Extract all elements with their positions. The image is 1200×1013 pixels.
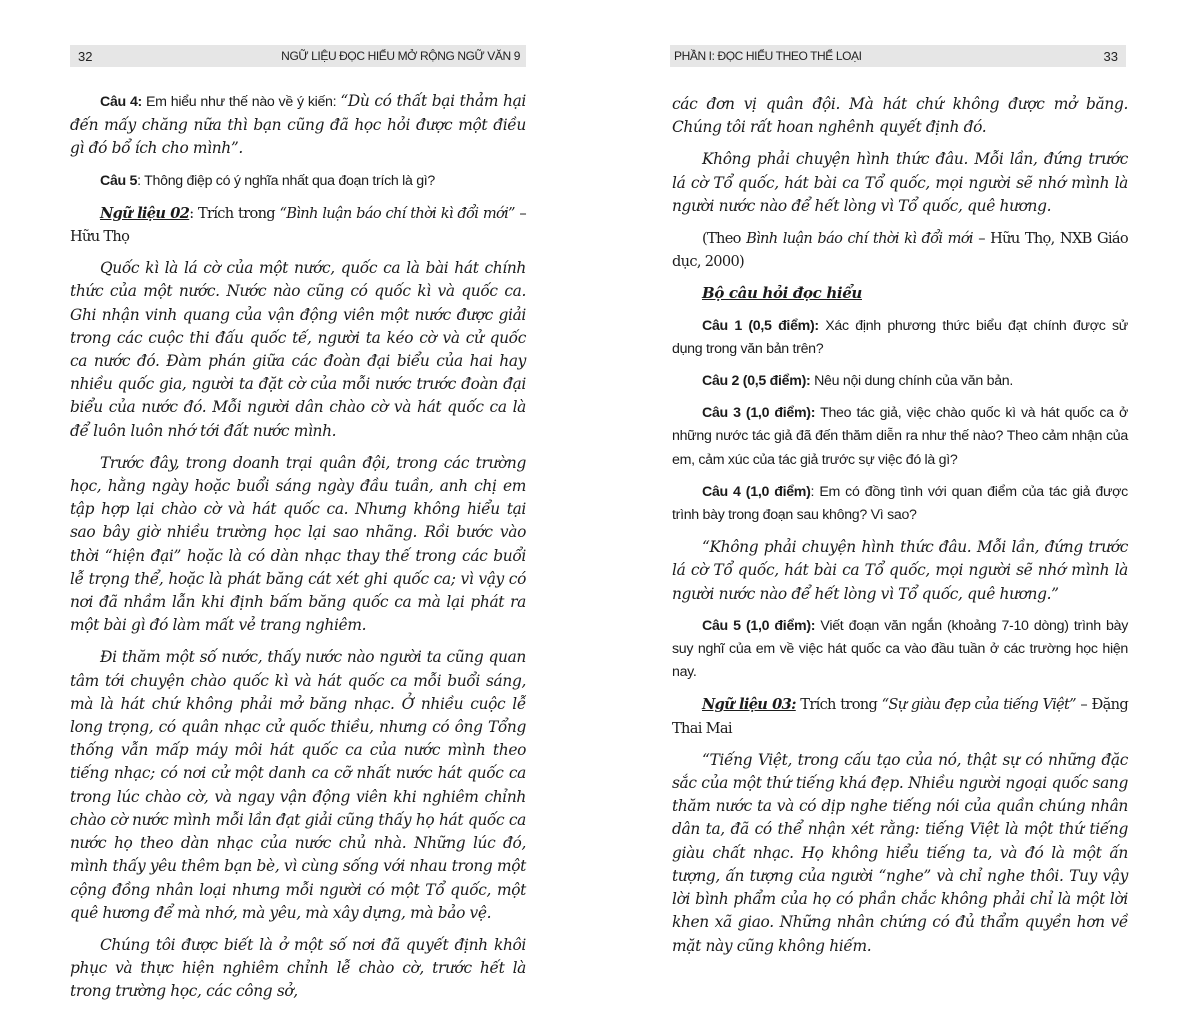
page-number: 32 [78, 48, 93, 64]
right-page-header [670, 45, 1126, 67]
body-paragraph: các đơn vị quân đội. Mà hát chứ không được mở băng. Chúng tôi rất hoan nghênh quyết định đó. [672, 95, 1128, 137]
source-label: Ngữ liệu 02 [100, 204, 190, 222]
right-page [600, 0, 1200, 955]
running-title: PHẦN I: ĐỌC HIỂU THEO THỂ LOẠI [674, 49, 862, 63]
question-label: Câu 4: [100, 94, 142, 110]
body-paragraph: “Tiếng Việt, trong cấu tạo của nó, thật sự có những đặc sắc của một thứ tiếng khá đẹp. Nhiều người ngoại quốc sang thăm nước ta và có dịp nghe tiếng nói của quần chúng nhân dân ta, đã có thể nhận xét rằng: tiếng Việt là một thứ tiếng giàu chất nhạc. Họ không hiểu tiếng ta, và đó là một ấn tượng, ấn tượng của người “nghe” và chỉ nghe thôi. Tuy vậy lời bình phẩm của họ có phần chắc không phải chỉ là một lời khen xã giao. Những nhân chứng có đủ thẩm quyền hơn về mặt này cũng không hiếm. [672, 750, 1128, 955]
body-paragraph: Không phải chuyện hình thức đâu. Mỗi lần, đứng trước lá cờ Tổ quốc, hát bài ca Tổ quốc, mọi người sẽ nhớ mình là người nước nào để hết lòng vì Tổ quốc, quê hương. [672, 150, 1128, 215]
question-5: Câu 5 (1,0 điểm): Viết đoạn văn ngắn (khoảng 7-10 dòng) trình bày suy nghĩ của em về việc hát quốc ca vào đầu tuần ở các trường học hiện nay. [672, 617, 1128, 681]
body-paragraph: Chúng tôi được biết là ở một số nơi đã quyết định khôi phục và thực hiện nghiêm chỉnh lễ chào cờ, trước hết là trong trường học, các công sở, [70, 935, 526, 1001]
source-title: “Bình luận báo chí thời kì đổi mới” [279, 204, 515, 222]
source-label: Ngữ liệu 03: [702, 696, 796, 714]
source-line: Ngữ liệu 03: Trích trong “Sự giàu đẹp của tiếng Việt” – Đặng Thai Mai [672, 696, 1128, 737]
left-page [0, 0, 600, 1001]
running-title: NGỮ LIỆU ĐỌC HIỂU MỞ RỘNG NGỮ VĂN 9 [281, 49, 520, 63]
source-title: “Sự giàu đẹp của tiếng Việt” [881, 696, 1076, 714]
page-number: 33 [1103, 48, 1118, 64]
right-page-content [672, 93, 1128, 967]
question-2: Câu 2 (0,5 điểm): Nêu nội dung chính của văn bản. [702, 373, 1014, 390]
question-label: Câu 5 [100, 172, 138, 189]
question-quote: “Không phải chuyện hình thức đâu. Mỗi lần, đứng trước lá cờ Tổ quốc, hát bài ca Tổ quốc, mọi người sẽ nhớ mình là người nước nào để hết lòng vì Tổ quốc, quê hương.” [672, 538, 1128, 603]
body-paragraph: Trước đây, trong doanh trại quân đội, trong các trường học, hằng ngày hoặc buổi sáng ngày đầu tuần, anh chị em tập hợp lại chào cờ và hát quốc ca. Nhưng không hiểu tại sao bây giờ nhiều trường học lại sao nhãng. Rồi bước vào thời “hiện đại” hoặc là có dàn nhạc thay thế trong các buổi lễ trọng thể, hoặc là phát băng cát xét ghi quốc ca; vì vậy có nơi đã nhầm lẫn khi định bấm băng quốc ca mà lại phát ra một bài gì đó làm mất vẻ trang nghiêm. [70, 453, 526, 635]
question-label: Câu 1 (0,5 điểm): [702, 317, 819, 334]
question-label: Câu 3 (1,0 điểm): [702, 405, 816, 422]
question-label: Câu 5 (1,0 điểm): [702, 617, 816, 634]
question-3: Câu 3 (1,0 điểm): Theo tác giả, việc chào quốc kì và hát quốc ca ở những nước tác giả đã đến thăm diễn ra như thế nào? Theo cảm nhận của em, cảm xúc của tác giả trước sự việc đó là gì? [672, 405, 1128, 468]
question-4: Câu 4 (1,0 điểm): Em có đồng tình với quan điểm của tác giả được trình bày trong đoạn sau không? Vì sao? [672, 483, 1128, 524]
question-5: Câu 5: Thông điệp có ý nghĩa nhất qua đoạn trích là gì? [100, 172, 436, 189]
source-line: Ngữ liệu 02: Trích trong “Bình luận báo chí thời kì đổi mới” – Hữu Thọ [70, 204, 526, 246]
questions-heading: Bộ câu hỏi đọc hiểu [702, 284, 862, 303]
source-author: – Đặng Thai Mai [672, 696, 1128, 737]
question-quote: “Dù có thất bại thảm hại đến mấy chăng nữa thì bạn cũng đã học hỏi được một điều gì đó bổ ích cho mình”. [70, 92, 526, 158]
body-paragraph: Đi thăm một số nước, thấy nước nào người ta cũng quan tâm tới chuyện chào quốc kì và hát quốc ca mỗi buổi sáng, mà là hát chứ không phải mở băng nhạc. Ở nhiều cuộc lễ long trọng, có quân nhạc cử quốc thiều, nhưng có ông Tổng thống vẫn mấp máy môi hát quốc ca của nước mình theo tiếng nhạc; có nơi cử một danh ca cỡ nhất nước hát quốc ca trong lúc chào cờ, và ngay vận động viên khi nghiêm chỉnh chào cờ nước mình mỗi lần đạt giải cũng thấy họ hát quốc ca nước họ theo dàn nhạc của nước chủ nhà. Những lúc đó, mình thấy yêu thêm bạn bè, vì cùng sống với nhau trong một cộng đồng nhân loại nhưng mỗi người có một Tổ quốc, một quê hương để mà nhớ, mà yêu, mà xây dựng, mà bảo vệ. [70, 648, 526, 922]
source-author: – Hữu Thọ [70, 204, 526, 246]
body-paragraph: Quốc kì là lá cờ của một nước, quốc ca là bài hát chính thức của một nước. Nước nào cũng có quốc kì và quốc ca. Ghi nhận vinh quang của vận động viên một nước được giải trong các cuộc thi đấu quốc tế, người ta kéo cờ và cử quốc ca nước đó. Đàm phán giữa các đoàn đại biểu của hai hay nhiều quốc gia, người ta đặt cờ của mỗi nước trước đoàn đại biểu của nước đó. Mỗi người dân chào cờ và hát quốc ca là để luôn luôn nhớ tới đất nước mình. [70, 259, 526, 440]
left-page-header [70, 45, 526, 67]
citation: (Theo Bình luận báo chí thời kì đổi mới – Hữu Thọ, NXB Giáo dục, 2000) [672, 230, 1128, 271]
citation-title: Bình luận báo chí thời kì đổi mới [746, 230, 973, 248]
left-page-content [70, 90, 526, 1013]
question-4: Câu 4: Em hiểu như thế nào về ý kiến: “Dù có thất bại thảm hại đến mấy chăng nữa thì bạn cũng đã học hỏi được một điều gì đó bổ ích cho mình”. [70, 92, 526, 158]
question-1: Câu 1 (0,5 điểm): Xác định phương thức biểu đạt chính được sử dụng trong văn bản trên? [672, 317, 1128, 357]
question-label: Câu 2 (0,5 điểm): [702, 373, 811, 390]
question-label: Câu 4 (1,0 điểm) [702, 483, 811, 500]
